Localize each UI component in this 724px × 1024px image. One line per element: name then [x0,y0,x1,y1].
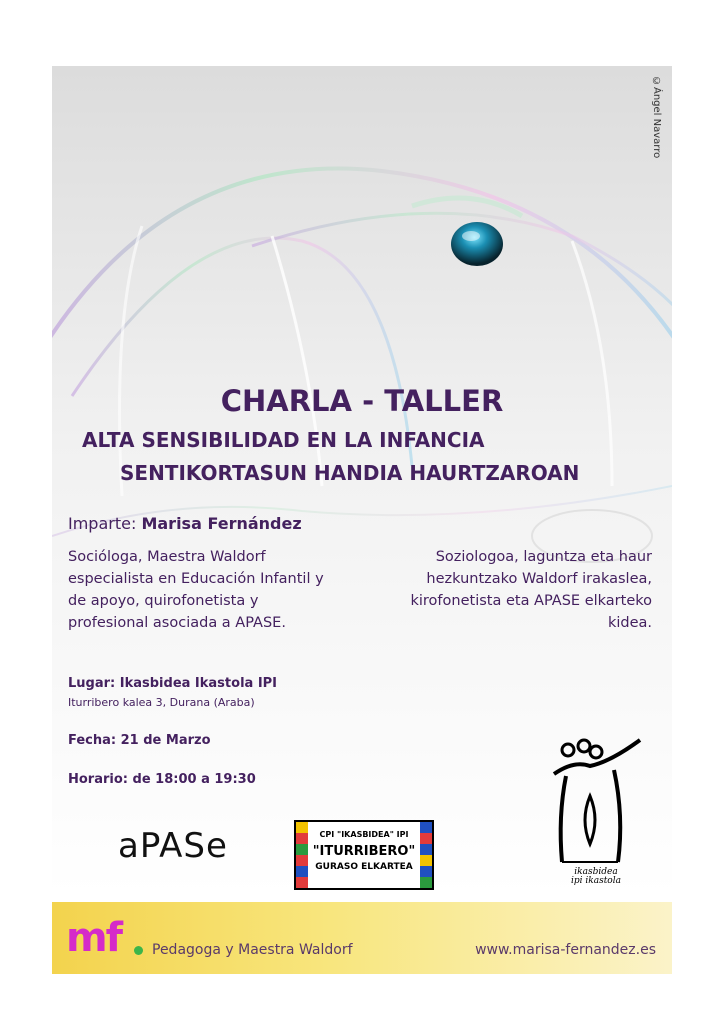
bio-line: Soziologoa, laguntza eta haur [435,549,652,565]
stamp-line-3: GURASO ELKARTEA [315,862,413,872]
event-location: Lugar: Ikasbidea Ikastola IPI [68,676,278,691]
bio-line: profesional asociada a APASE. [68,615,286,631]
mf-logo-dot [134,946,143,955]
bio-line: kidea. [607,615,652,631]
event-address: Iturribero kalea 3, Durana (Araba) [68,696,255,709]
school-caption [544,868,648,886]
event-time: Horario: de 18:00 a 19:30 [68,772,256,787]
bio-line: de apoyo, quirofonetista y [68,593,259,609]
bio-line: hezkuntzako Waldorf irakaslea, [426,571,652,587]
footer-website: www.marisa-fernandez.es [475,942,656,958]
apase-logo: aPASe [118,826,228,866]
speaker-name: Marisa Fernández [141,514,302,533]
guraso-elkartea-logo [294,820,434,890]
mf-logo: mf [66,915,122,961]
subtitle-spanish: ALTA SENSIBILIDAD EN LA INFANCIA [82,428,485,452]
stamp-line-2: "ITURRIBERO" [312,844,416,859]
bio-basque [382,546,652,634]
footer-tagline: Pedagoga y Maestra Waldorf [152,942,353,958]
footer-banner [52,902,672,974]
speaker-line [68,514,302,533]
speaker-label: Imparte: [68,514,137,533]
photo-credit: ©Ángel Navarro [651,76,662,159]
school-subname: ipi ikastola [571,876,621,886]
event-title: CHARLA - TALLER [220,384,504,418]
bio-line: Socióloga, Maestra Waldorf [68,549,266,565]
bio-line: especialista en Educación Infantil y [68,571,324,587]
event-date: Fecha: 21 de Marzo [68,733,211,748]
stamp-line-1: CPI "IKASBIDEA" IPI [319,830,409,839]
ikasbidea-logo [544,736,648,886]
subtitle-basque: SENTIKORTASUN HANDIA HAURTZAROAN [120,461,580,485]
bio-spanish [68,546,368,634]
bio-line: kirofonetista eta APASE elkarteko [410,593,652,609]
school-name: ikasbidea [574,867,618,877]
figures-icon [544,736,648,866]
poster [52,66,672,974]
